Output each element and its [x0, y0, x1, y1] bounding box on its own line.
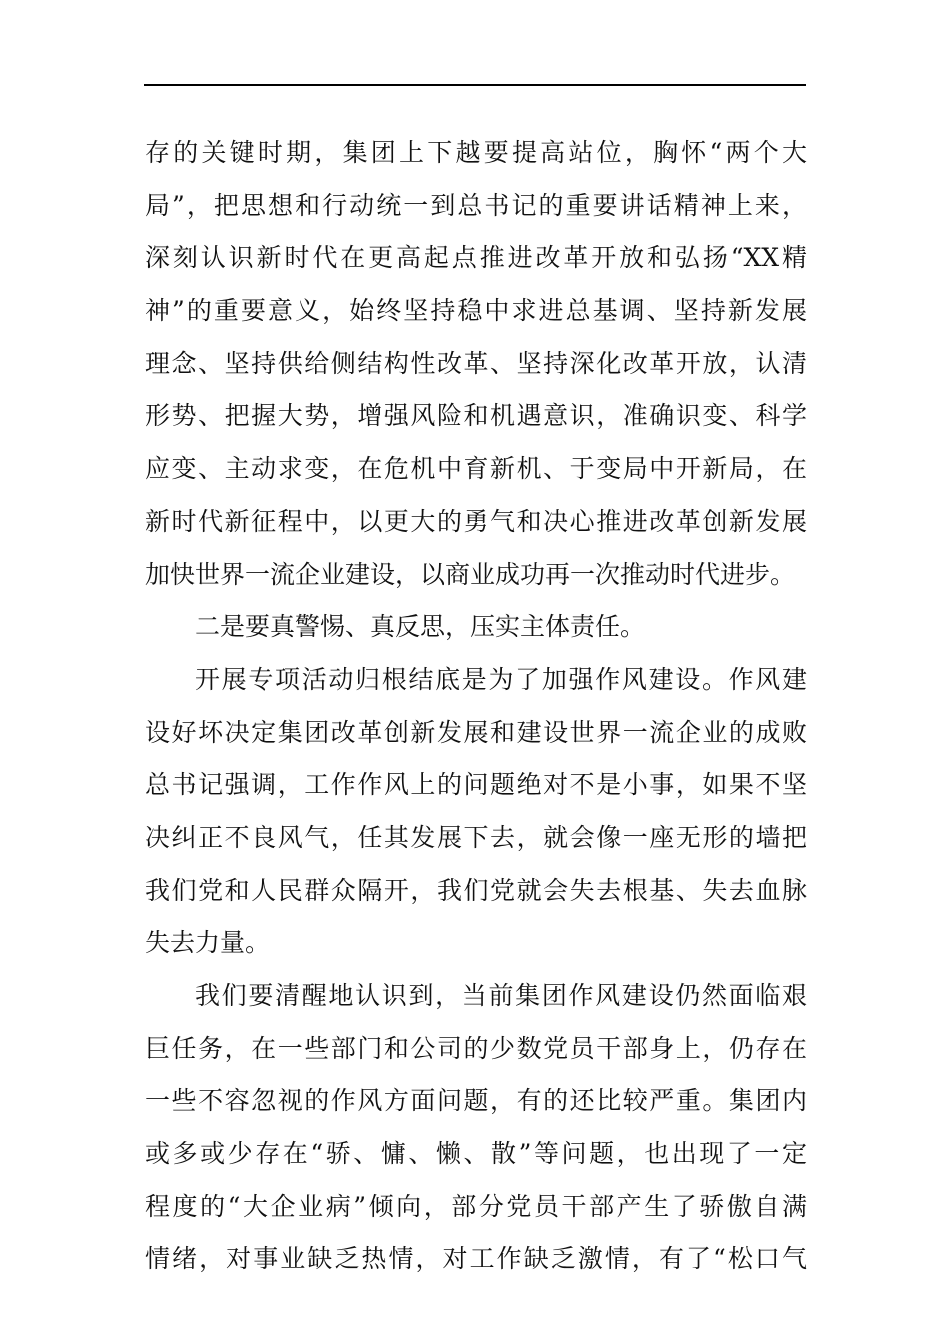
text-line: 失去力量。: [145, 928, 271, 958]
text-line: 一些不容忽视的作风方面问题，有的还比较严重。集团内: [145, 1086, 807, 1116]
text-line: 设好坏决定集团改革创新发展和建设世界一流企业的成败: [145, 717, 807, 747]
text-line: 应变、主动求变，在危机中育新机、于变局中开新局，在: [145, 454, 807, 484]
text-line: 我们党和人民群众隔开，我们党就会失去根基、失去血脉: [145, 875, 807, 905]
text-line: 新时代新征程中，以更大的勇气和决心推进改革创新发展: [145, 506, 807, 536]
text-line: 深刻认识新时代在更高起点推进改革开放和弘扬“XX精: [145, 243, 807, 273]
text-line: 程度的“大企业病”倾向，部分党员干部产生了骄傲自满: [145, 1191, 807, 1221]
header-rule: [144, 84, 806, 86]
text-line: 形势、把握大势，增强风险和机遇意识，准确识变、科学: [145, 401, 807, 431]
text-line: 情绪，对事业缺乏热情，对工作缺乏激情，有了“松口气: [145, 1244, 807, 1274]
body-text: [145, 127, 807, 1286]
text-line: 神”的重要意义，始终坚持稳中求进总基调、坚持新发展: [145, 296, 807, 326]
text-line: 总书记强调，工作作风上的问题绝对不是小事，如果不坚: [145, 770, 807, 800]
text-line: 局”，把思想和行动统一到总书记的重要讲话精神上来，: [145, 190, 807, 220]
text-line: 存的关键时期，集团上下越要提高站位，胸怀“两个大: [145, 138, 807, 167]
text-line: 或多或少存在“骄、慵、懒、散”等问题，也出现了一定: [145, 1139, 807, 1169]
text-line: 巨任务，在一些部门和公司的少数党员干部身上，仍存在: [145, 1033, 807, 1063]
text-line: 决纠正不良风气，任其发展下去，就会像一座无形的墙把: [145, 822, 807, 852]
text-line: 开展专项活动归根结底是为了加强作风建设。作风建: [195, 664, 807, 694]
text-line: 二是要真警惕、真反思，压实主体责任。: [195, 612, 646, 642]
text-line: 加快世界一流企业建设，以商业成功再一次推动时代进步。: [145, 559, 796, 589]
text-line: 理念、坚持供给侧结构性改革、坚持深化改革开放，认清: [145, 348, 807, 378]
text-line: 我们要清醒地认识到，当前集团作风建设仍然面临艰: [195, 981, 807, 1010]
